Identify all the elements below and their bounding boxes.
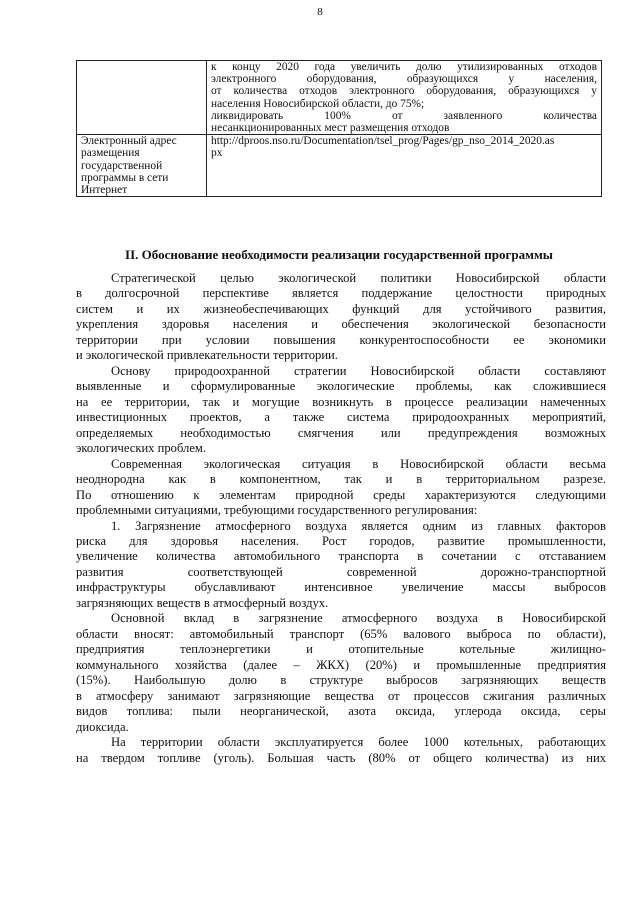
table-label-line: Интернет bbox=[81, 184, 128, 197]
body-line: систем и их жизнеобеспечивающих функций для устойчивого развития, bbox=[76, 301, 606, 316]
table-text-line: населения Новосибирской области, до 75%; bbox=[211, 97, 425, 110]
body-line: неоднородна как в компонентном, так и в территориальном разрезе. bbox=[76, 472, 606, 487]
table-label-line: размещения bbox=[81, 147, 140, 160]
table-cell-value bbox=[207, 61, 602, 135]
table-row bbox=[77, 135, 602, 197]
table-cell-label bbox=[77, 135, 207, 197]
table-text-line: к концу 2020 года увеличить долю утилизированных отходов bbox=[211, 61, 597, 73]
body-line: предприятия теплоэнергетики и отопительные котельные жилищно- bbox=[76, 642, 606, 657]
body-line: определяемых необходимостью смягчения или предупреждения возможных bbox=[76, 425, 606, 440]
url-line[interactable]: http://dproos.nso.ru/Documentation/tsel_prog/Pages/gp_nso_2014_2020.as bbox=[211, 135, 555, 148]
body-line: диоксида. bbox=[76, 719, 129, 734]
program-passport-table bbox=[76, 60, 602, 197]
body-line: области вносят: автомобильный транспорт (65% валового выброса по области), bbox=[76, 626, 606, 641]
table-label-line: государственной bbox=[81, 159, 163, 172]
body-line: Стратегической целью экологической политики Новосибирской области bbox=[111, 271, 606, 285]
body-line: инвестиционных проектов, а также система природоохранных мероприятий, bbox=[76, 410, 606, 425]
body-line: коммунального хозяйства (далее – ЖКХ) (20%) и промышленные предприятия bbox=[76, 657, 606, 672]
table-label-line: программы в сети bbox=[81, 171, 169, 184]
body-line: укрепления здоровья населения и обеспечения экологической безопасности bbox=[76, 317, 606, 332]
body-line: На территории области эксплуатируется более 1000 котельных, работающих bbox=[111, 735, 606, 750]
body-line: По отношению к элементам природной среды характеризуются следующими bbox=[76, 487, 606, 502]
table-text-line: от количества отходов электронного оборудования, образующихся у bbox=[211, 85, 597, 98]
body-line: видов топлива: пыли неорганической, азота оксида, углерода оксида, серы bbox=[76, 704, 606, 719]
body-line: увеличение количества автомобильного транспорта в сочетании с отставанием bbox=[76, 549, 606, 564]
table-label-line: Электронный адрес bbox=[81, 135, 177, 148]
body-line: в долгосрочной перспективе является поддержание целостности природных bbox=[76, 286, 606, 301]
body-line: риска для здоровья населения. Рост городов, развитие промышленности, bbox=[76, 533, 606, 548]
body-line: территории при условии повышения конкурентоспособности ее экономики bbox=[76, 332, 606, 347]
section-heading: II. Обоснование необходимости реализации государственной программы bbox=[125, 247, 553, 262]
body-line: Современная экологическая ситуация в Новосибирской области весьма bbox=[111, 456, 606, 471]
table-row bbox=[77, 61, 602, 135]
body-line: и экологической привлекательности территории. bbox=[76, 348, 338, 363]
row2-label-lines bbox=[81, 135, 202, 196]
body-line: 1. Загрязнение атмосферного воздуха является одним из главных факторов bbox=[111, 518, 606, 533]
page-number: 8 bbox=[317, 6, 323, 18]
table-text-line: несанкционированных мест размещения отходов bbox=[211, 122, 450, 135]
body-line: Основной вклад в загрязнение атмосферного воздуха в Новосибирской bbox=[111, 611, 606, 626]
body-line: инфраструктуры обуславливают интенсивное увеличение массы выбросов bbox=[76, 580, 606, 595]
body-line: в атмосферу занимают загрязняющие вещества от процессов сжигания различных bbox=[76, 688, 606, 703]
body-line: загрязняющих веществ в атмосферный воздух. bbox=[76, 595, 329, 610]
body-line: Основу природоохранной стратегии Новосибирской области составляют bbox=[111, 363, 606, 378]
body-line: (15%). Наибольшую долю в структуре выбросов загрязняющих веществ bbox=[76, 673, 606, 688]
url-line[interactable]: px bbox=[211, 147, 223, 160]
body-line: на ее территории, так и могущие возникнуть в процессе реализации намеченных bbox=[76, 394, 606, 409]
table-cell-label bbox=[77, 61, 207, 135]
body-line: развития соответствующей современной дорожно-транспортной bbox=[76, 564, 606, 579]
row1-lines bbox=[211, 61, 597, 134]
body-line: проблемными ситуациями, требующими государственного регулирования: bbox=[76, 503, 478, 518]
body-text bbox=[76, 271, 606, 766]
body-line: на твердом топливе (уголь). Большая часть (80% от общего количества) из них bbox=[76, 750, 606, 765]
body-line: экологических проблем. bbox=[76, 441, 207, 456]
table-cell-value bbox=[207, 135, 602, 197]
table-text-line: ликвидировать 100% от заявленного количества bbox=[211, 109, 597, 122]
program-url[interactable] bbox=[211, 135, 597, 159]
table-text-line: электронного оборудования, образующихся у населения, bbox=[211, 73, 597, 86]
body-line: выявленные и сформулированные экологические проблемы, как сложившиеся bbox=[76, 379, 606, 394]
